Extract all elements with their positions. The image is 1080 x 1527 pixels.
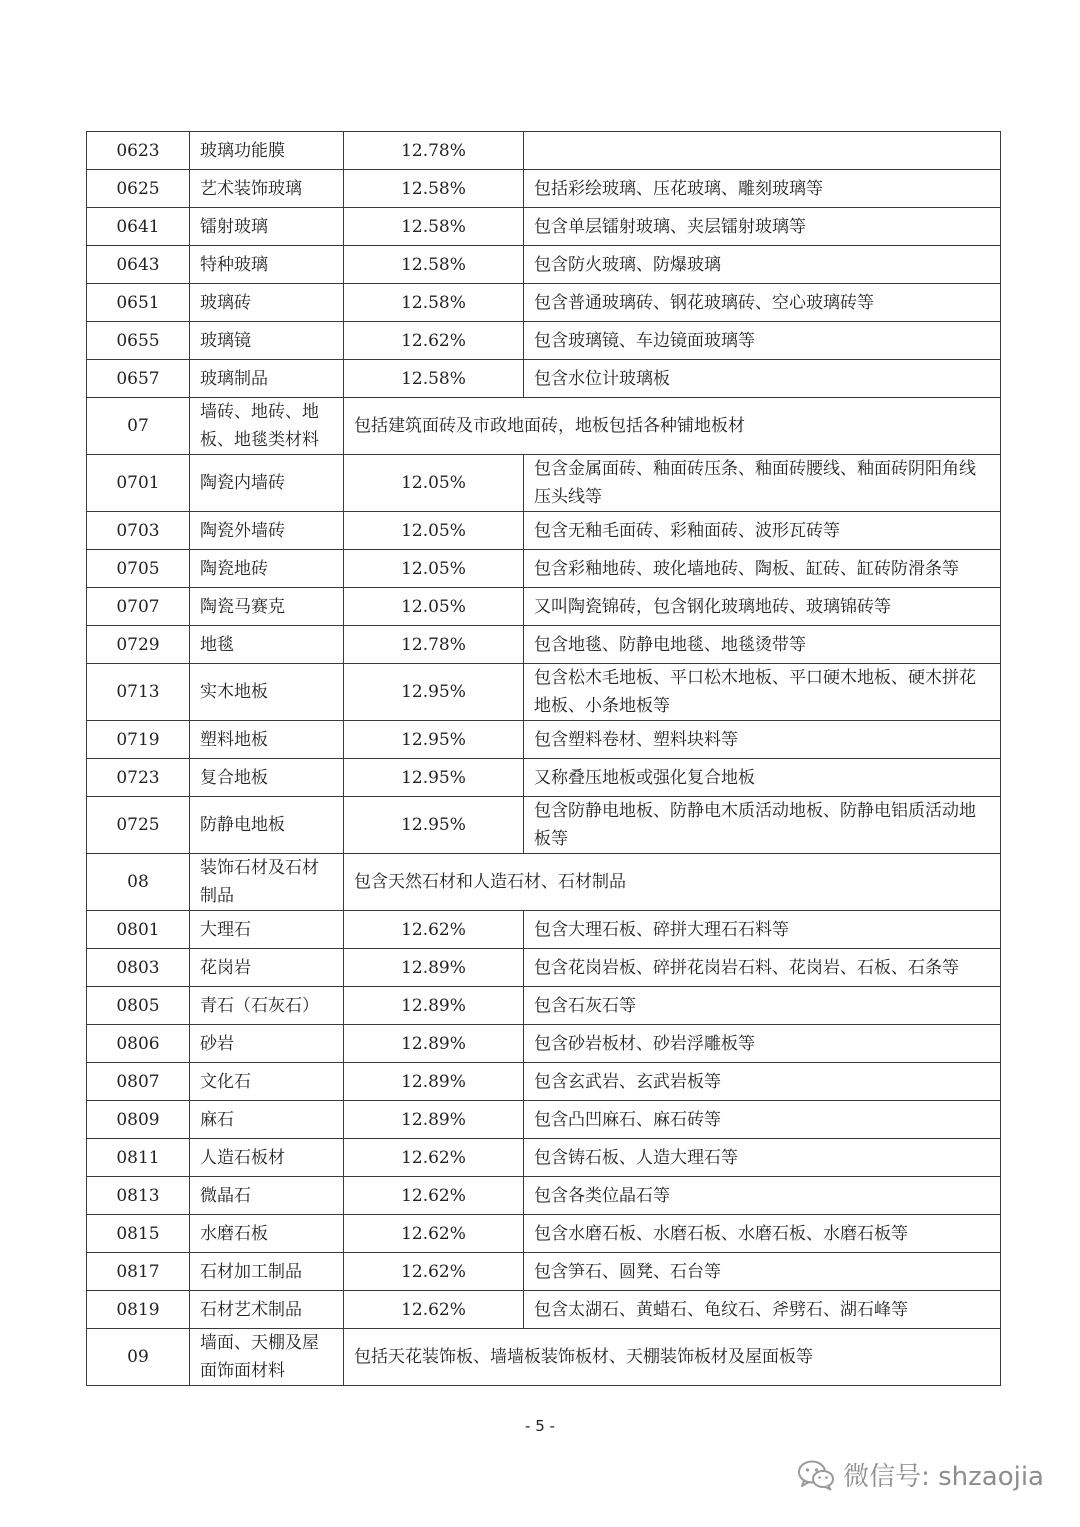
note-cell: 包含铸石板、人造大理石等 — [524, 1139, 1001, 1177]
note-cell: 又叫陶瓷锦砖，包含钢化玻璃地砖、玻璃锦砖等 — [524, 588, 1001, 626]
rate-cell: 12.58% — [344, 246, 524, 284]
code-cell: 0807 — [87, 1063, 190, 1101]
code-cell: 0809 — [87, 1101, 190, 1139]
category-row — [87, 398, 1001, 455]
name-cell: 石材加工制品 — [190, 1253, 344, 1291]
rate-cell: 12.62% — [344, 322, 524, 360]
rate-cell: 12.58% — [344, 360, 524, 398]
table-row — [87, 360, 1001, 398]
name-cell: 地毯 — [190, 626, 344, 664]
name-cell: 艺术装饰玻璃 — [190, 170, 344, 208]
table-row — [87, 1063, 1001, 1101]
name-cell: 花岗岩 — [190, 949, 344, 987]
rate-cell: 12.62% — [344, 1291, 524, 1329]
note-cell: 包含单层镭射玻璃、夹层镭射玻璃等 — [524, 208, 1001, 246]
name-cell: 微晶石 — [190, 1177, 344, 1215]
table-row — [87, 626, 1001, 664]
name-cell: 玻璃制品 — [190, 360, 344, 398]
table-row — [87, 949, 1001, 987]
note-cell: 包含砂岩板材、砂岩浮雕板等 — [524, 1025, 1001, 1063]
code-cell: 0625 — [87, 170, 190, 208]
code-cell: 0725 — [87, 797, 190, 854]
rate-cell: 12.78% — [344, 626, 524, 664]
note-cell: 包含大理石板、碎拼大理石石料等 — [524, 911, 1001, 949]
name-cell: 陶瓷内墙砖 — [190, 455, 344, 512]
name-cell: 玻璃功能膜 — [190, 132, 344, 170]
rate-cell: 12.95% — [344, 664, 524, 721]
note-cell: 包含防火玻璃、防爆玻璃 — [524, 246, 1001, 284]
note-cell: 包含无釉毛面砖、彩釉面砖、波形瓦砖等 — [524, 512, 1001, 550]
name-cell: 塑料地板 — [190, 721, 344, 759]
code-cell: 0713 — [87, 664, 190, 721]
rate-cell: 12.78% — [344, 132, 524, 170]
code-cell: 0719 — [87, 721, 190, 759]
code-cell: 0803 — [87, 949, 190, 987]
code-cell: 0655 — [87, 322, 190, 360]
note-cell: 包含玄武岩、玄武岩板等 — [524, 1063, 1001, 1101]
name-cell: 镭射玻璃 — [190, 208, 344, 246]
code-cell: 0723 — [87, 759, 190, 797]
rate-cell: 12.89% — [344, 987, 524, 1025]
table-row — [87, 512, 1001, 550]
category-description-cell: 包括建筑面砖及市政地面砖，地板包括各种铺地板材 — [344, 398, 1001, 455]
table-row — [87, 1253, 1001, 1291]
table-row — [87, 987, 1001, 1025]
name-cell: 麻石 — [190, 1101, 344, 1139]
table-row — [87, 1025, 1001, 1063]
table-row — [87, 1177, 1001, 1215]
rate-cell: 12.62% — [344, 1215, 524, 1253]
rate-cell: 12.89% — [344, 1025, 524, 1063]
code-cell: 0811 — [87, 1139, 190, 1177]
table-row — [87, 721, 1001, 759]
rate-cell: 12.05% — [344, 588, 524, 626]
code-cell: 0707 — [87, 588, 190, 626]
note-cell: 包含水磨石板、水磨石板、水磨石板、水磨石板等 — [524, 1215, 1001, 1253]
code-cell: 0643 — [87, 246, 190, 284]
category-description-cell: 包含天然石材和人造石材、石材制品 — [344, 854, 1001, 911]
page-number: - 5 - — [525, 1417, 555, 1435]
rate-cell: 12.62% — [344, 911, 524, 949]
rate-cell: 12.05% — [344, 512, 524, 550]
rate-cell: 12.05% — [344, 455, 524, 512]
material-table — [86, 131, 1001, 1386]
table-row — [87, 455, 1001, 512]
note-cell — [524, 132, 1001, 170]
note-cell: 包含地毯、防静电地毯、地毯烫带等 — [524, 626, 1001, 664]
name-cell: 复合地板 — [190, 759, 344, 797]
rate-cell: 12.89% — [344, 1063, 524, 1101]
category-row — [87, 854, 1001, 911]
note-cell: 包含彩釉地砖、玻化墙地砖、陶板、缸砖、缸砖防滑条等 — [524, 550, 1001, 588]
table-row — [87, 664, 1001, 721]
note-cell: 包含松木毛地板、平口松木地板、平口硬木地板、硬木拼花地板、小条地板等 — [524, 664, 1001, 721]
name-cell: 砂岩 — [190, 1025, 344, 1063]
name-cell: 青石（石灰石） — [190, 987, 344, 1025]
category-row — [87, 1329, 1001, 1386]
name-cell: 墙砖、地砖、地板、地毯类材料 — [190, 398, 344, 455]
rate-cell: 12.58% — [344, 284, 524, 322]
code-cell: 0815 — [87, 1215, 190, 1253]
table-row — [87, 1101, 1001, 1139]
code-cell: 0705 — [87, 550, 190, 588]
note-cell: 包含太湖石、黄蜡石、龟纹石、斧劈石、湖石峰等 — [524, 1291, 1001, 1329]
note-cell: 又称叠压地板或强化复合地板 — [524, 759, 1001, 797]
name-cell: 装饰石材及石材制品 — [190, 854, 344, 911]
rate-cell: 12.62% — [344, 1177, 524, 1215]
table-row — [87, 170, 1001, 208]
table-row — [87, 132, 1001, 170]
note-cell: 包含笋石、圆凳、石台等 — [524, 1253, 1001, 1291]
code-cell: 09 — [87, 1329, 190, 1386]
table-row — [87, 284, 1001, 322]
note-cell: 包含塑料卷材、塑料块料等 — [524, 721, 1001, 759]
name-cell: 防静电地板 — [190, 797, 344, 854]
rate-cell: 12.89% — [344, 1101, 524, 1139]
name-cell: 特种玻璃 — [190, 246, 344, 284]
code-cell: 0817 — [87, 1253, 190, 1291]
note-cell: 包括彩绘玻璃、压花玻璃、雕刻玻璃等 — [524, 170, 1001, 208]
name-cell: 陶瓷马赛克 — [190, 588, 344, 626]
rate-cell: 12.58% — [344, 170, 524, 208]
rate-cell: 12.95% — [344, 721, 524, 759]
table-row — [87, 208, 1001, 246]
rate-cell: 12.05% — [344, 550, 524, 588]
rate-cell: 12.58% — [344, 208, 524, 246]
note-cell: 包含花岗岩板、碎拼花岗岩石料、花岗岩、石板、石条等 — [524, 949, 1001, 987]
code-cell: 0651 — [87, 284, 190, 322]
table-row — [87, 797, 1001, 854]
name-cell: 玻璃镜 — [190, 322, 344, 360]
name-cell: 陶瓷外墙砖 — [190, 512, 344, 550]
rate-cell: 12.89% — [344, 949, 524, 987]
code-cell: 0806 — [87, 1025, 190, 1063]
code-cell: 0701 — [87, 455, 190, 512]
note-cell: 包含水位计玻璃板 — [524, 360, 1001, 398]
name-cell: 文化石 — [190, 1063, 344, 1101]
table-row — [87, 1139, 1001, 1177]
rate-cell: 12.95% — [344, 759, 524, 797]
rate-cell: 12.62% — [344, 1253, 524, 1291]
note-cell: 包含凸凹麻石、麻石砖等 — [524, 1101, 1001, 1139]
code-cell: 08 — [87, 854, 190, 911]
watermark-text: 微信号: shzaojia — [843, 1462, 1044, 1492]
rate-cell: 12.95% — [344, 797, 524, 854]
code-cell: 0729 — [87, 626, 190, 664]
name-cell: 水磨石板 — [190, 1215, 344, 1253]
code-cell: 0623 — [87, 132, 190, 170]
note-cell: 包含玻璃镜、车边镜面玻璃等 — [524, 322, 1001, 360]
code-cell: 0805 — [87, 987, 190, 1025]
table-row — [87, 550, 1001, 588]
material-table-body — [87, 132, 1001, 1386]
table-row — [87, 322, 1001, 360]
wechat-icon — [797, 1459, 835, 1491]
wechat-watermark — [797, 1456, 1044, 1493]
code-cell: 0819 — [87, 1291, 190, 1329]
note-cell: 包含普通玻璃砖、钢花玻璃砖、空心玻璃砖等 — [524, 284, 1001, 322]
note-cell: 包含防静电地板、防静电木质活动地板、防静电铝质活动地板等 — [524, 797, 1001, 854]
name-cell: 人造石板材 — [190, 1139, 344, 1177]
table-row — [87, 1215, 1001, 1253]
code-cell: 0657 — [87, 360, 190, 398]
name-cell: 玻璃砖 — [190, 284, 344, 322]
note-cell: 包含金属面砖、釉面砖压条、釉面砖腰线、釉面砖阴阳角线压头线等 — [524, 455, 1001, 512]
table-row — [87, 246, 1001, 284]
name-cell: 石材艺术制品 — [190, 1291, 344, 1329]
code-cell: 0813 — [87, 1177, 190, 1215]
code-cell: 0641 — [87, 208, 190, 246]
table-row — [87, 759, 1001, 797]
rate-cell: 12.62% — [344, 1139, 524, 1177]
code-cell: 0801 — [87, 911, 190, 949]
code-cell: 0703 — [87, 512, 190, 550]
table-row — [87, 911, 1001, 949]
note-cell: 包含各类位晶石等 — [524, 1177, 1001, 1215]
name-cell: 陶瓷地砖 — [190, 550, 344, 588]
table-row — [87, 1291, 1001, 1329]
code-cell: 07 — [87, 398, 190, 455]
note-cell: 包含石灰石等 — [524, 987, 1001, 1025]
name-cell: 大理石 — [190, 911, 344, 949]
table-row — [87, 588, 1001, 626]
category-description-cell: 包括天花装饰板、墙墙板装饰板材、天棚装饰板材及屋面板等 — [344, 1329, 1001, 1386]
name-cell: 实木地板 — [190, 664, 344, 721]
name-cell: 墙面、天棚及屋面饰面材料 — [190, 1329, 344, 1386]
